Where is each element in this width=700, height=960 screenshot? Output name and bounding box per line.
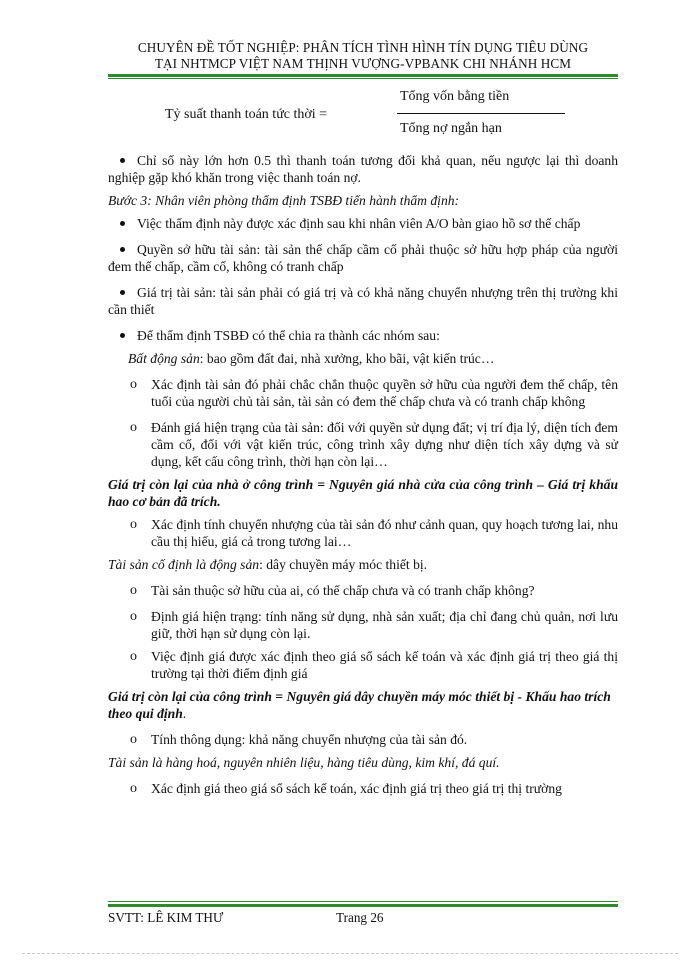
footer-page-number: Trang 26	[336, 910, 384, 925]
bullet-icon	[120, 158, 125, 163]
circle-bullet-icon: o	[130, 583, 137, 598]
step-heading: Bước 3: Nhân viên phòng thẩm định TSBĐ tiến hành thẩm định:	[108, 193, 460, 208]
sub-list-item: o Tính thông dụng: khả năng chuyển nhượng của tài sản đó.	[130, 732, 468, 747]
formula-statement: Giá trị còn lại của công trình = Nguyên giá dây chuyền máy móc thiết bị - Khấu hao trích theo qui định.	[108, 689, 611, 721]
bullet-paragraph: Việc thẩm định này được xác định sau khi nhân viên A/O bàn giao hồ sơ thế chấp	[108, 215, 618, 232]
page-body	[108, 152, 618, 797]
bullet-paragraph: Giá trị tài sản: tài sản phải có giá trị và có khả năng chuyển nhượng trên thị trường khi cần thiết	[108, 285, 618, 317]
sub-list-item: o Xác định tính chuyển nhượng của tài sản đó như cảnh quan, quy hoạch tương lai, nhu cầu thị hiếu, giá cả trong tương lai…	[130, 517, 618, 549]
formula-statement: Giá trị còn lại của nhà ở công trình = Nguyên giá nhà cửa của công trình – Giá trị khấu hao cơ bản đã trích.	[108, 477, 618, 509]
footer-rule-thin	[108, 901, 618, 902]
bullet-paragraph: Chỉ số này lớn hơn 0.5 thì thanh toán tương đối khả quan, nếu ngược lại thì doanh nghiệp gặp khó khăn trong việc thanh toán nợ.	[108, 153, 618, 185]
header-rule	[108, 74, 618, 77]
bullet-icon	[120, 221, 125, 226]
bullet-icon	[120, 333, 125, 338]
header-line-2: TẠI NHTMCP VIỆT NAM THỊNH VƯỢNG-VPBANK CHI NHÁNH HCM	[154, 56, 572, 71]
circle-bullet-icon: o	[130, 732, 137, 747]
category-goods: Tài sản là hàng hoá, nguyên nhiên liệu, hàng tiêu dùng, kim khí, đá quí.	[108, 755, 500, 770]
sub-list-item: o Định giá hiện trạng: tính năng sử dụng, nhà sản xuất; địa chỉ đang chủ quản, nơi lưu giữ, thời hạn sử dụng còn lại.	[130, 609, 618, 641]
sub-list-item: o Đánh giá hiện trạng của tài sản: đối với quyền sử dụng đất; vị trí địa lý, diện tích đem cầm cố, đối với vật kiến trúc, công trình xây dựng như diện tích xây dựng và sử dụng, kết cấu công trình, thời hạn còn lại…	[130, 420, 618, 469]
circle-bullet-icon: o	[130, 377, 137, 392]
bullet-icon	[120, 290, 125, 295]
page-break-line	[22, 953, 678, 954]
footer-rule	[108, 904, 618, 907]
bullet-paragraph: Quyền sở hữu tài sản: tài sản thế chấp cầm cố phải thuộc sở hữu hợp pháp của người đem thế chấp, cầm cố, không có tranh chấp	[108, 242, 618, 274]
bullet-icon	[120, 247, 125, 252]
formula-denominator: Tổng nợ ngắn hạn	[400, 121, 502, 136]
sub-list-item: o Tài sản thuộc sở hữu của ai, có thế chấp chưa và có tranh chấp không?	[130, 583, 535, 598]
page-header	[108, 40, 618, 72]
circle-bullet-icon: o	[130, 649, 137, 664]
header-rule-thin	[108, 78, 618, 79]
sub-list-item: o Xác định giá theo giá sổ sách kế toán, xác định giá trị theo giá trị thị trường	[130, 781, 562, 796]
circle-bullet-icon: o	[130, 609, 137, 624]
circle-bullet-icon: o	[130, 420, 137, 435]
ratio-formula	[165, 88, 585, 142]
sub-list-item: o Xác định tài sản đó phải chắc chắn thuộc quyền sở hữu của người đem thế chấp, tên tuổi của người chủ tài sản, tài sản có đem thế chấp chưa và có tranh chấp không	[130, 377, 618, 409]
footer-author: SVTT: LÊ KIM THƯ	[108, 910, 224, 925]
formula-numerator: Tổng vốn bằng tiền	[400, 89, 510, 104]
circle-bullet-icon: o	[130, 517, 137, 532]
header-line-1: CHUYÊN ĐỀ TỐT NGHIỆP: PHÂN TÍCH TÌNH HÌNH TÍN DỤNG TIÊU DÙNG	[137, 40, 589, 55]
sub-list-item: o Việc định giá được xác định theo giá sổ sách kế toán và xác định giá trị theo giá thị trường tại thời điểm định giá	[130, 649, 618, 681]
formula-label: Tỷ suất thanh toán tức thời =	[165, 107, 328, 122]
bullet-paragraph: Để thẩm định TSBĐ có thể chia ra thành các nhóm sau:	[108, 327, 618, 344]
fraction-bar	[397, 113, 565, 114]
category-real-estate: Bất động sản: bao gồm đất đai, nhà xưởng, kho bãi, vật kiến trúc…	[128, 351, 495, 366]
circle-bullet-icon: o	[130, 781, 137, 796]
category-movable-assets: Tài sản cố định là động sản: dây chuyền máy móc thiết bị.	[108, 557, 428, 572]
